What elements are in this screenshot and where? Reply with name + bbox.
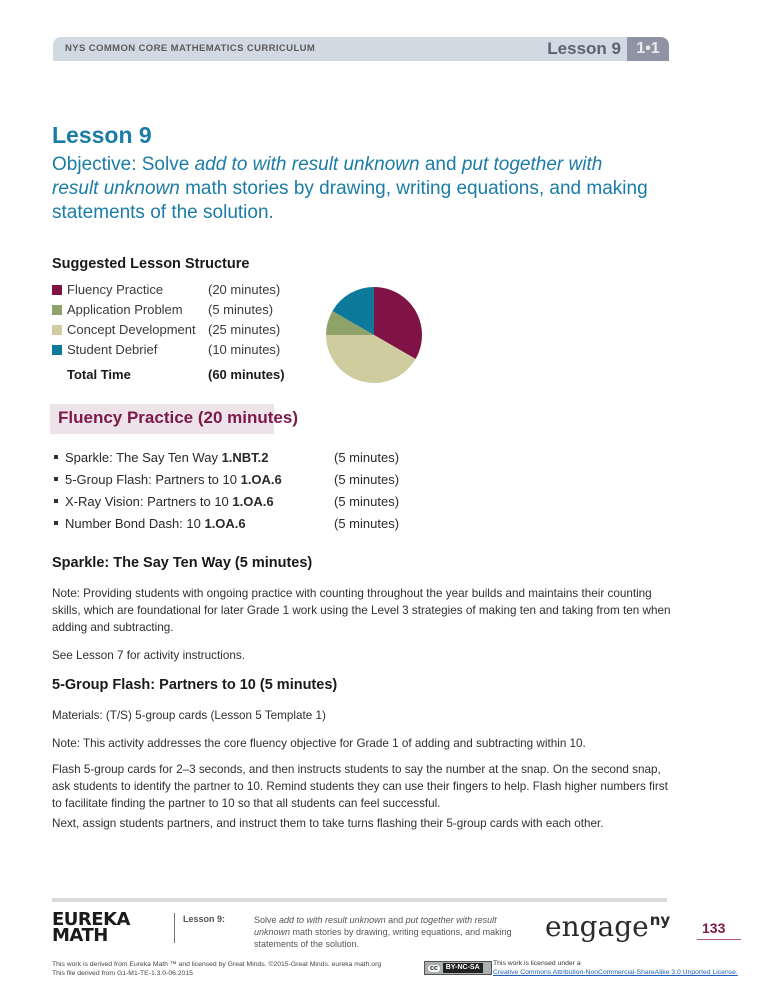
- fluency-item-minutes: (5 minutes): [334, 516, 400, 531]
- fluency-item-text: Number Bond Dash: 10: [65, 516, 205, 531]
- footer-lesson-label: Lesson 9:: [183, 914, 226, 924]
- derived-line1: This work is derived from Eureka Math ™ and licensed by Great Minds. ©2015-Great Minds. eureka math.org: [52, 961, 382, 968]
- structure-label: Concept Development: [67, 322, 196, 337]
- derived-line2: This file derived from G1-M1-TE-1.3.0-06.2015: [52, 969, 193, 977]
- footer-obj-em2: put together with result unknown: [254, 915, 497, 937]
- objective-suffix: math stories by drawing, writing equations, and making statements of the solution.: [52, 178, 648, 223]
- license-notice: [493, 959, 738, 977]
- cc-license-badge[interactable]: [424, 961, 492, 975]
- logo-line2: MATH: [52, 925, 108, 946]
- logo-line1: EUREKA: [52, 909, 130, 930]
- engageny-logo: [545, 910, 670, 943]
- footer-divider: [52, 898, 667, 902]
- engage-text: engage: [545, 910, 649, 943]
- flash-note: Note: This activity addresses the core fluency objective for Grade 1 of adding and subtracting within 10.: [52, 737, 586, 750]
- page-number-underline: [697, 939, 741, 940]
- structure-minutes: (20 minutes): [208, 282, 281, 297]
- structure-label: Application Problem: [67, 302, 183, 317]
- structure-minutes: (10 minutes): [208, 342, 281, 357]
- footer-obj-prefix: Solve: [254, 915, 280, 925]
- curriculum-label: NYS COMMON CORE MATHEMATICS CURRICULUM: [65, 43, 316, 54]
- page-number: 133: [702, 920, 726, 936]
- footer-obj-em1: add to with result unknown: [279, 915, 386, 925]
- flash-materials: Materials: (T/S) 5-group cards (Lesson 5 Template 1): [52, 709, 326, 722]
- total-minutes: (60 minutes): [208, 367, 285, 382]
- header-lesson-label: Lesson 9: [547, 39, 621, 58]
- structure-heading: Suggested Lesson Structure: [52, 256, 250, 272]
- bullet-icon: [54, 499, 58, 503]
- objective-prefix: Objective: Solve: [52, 154, 195, 175]
- footer-obj-suffix: math stories by drawing, writing equations, and making statements of the solution.: [254, 927, 512, 949]
- footer-objective: [254, 914, 524, 950]
- license-link[interactable]: Creative Commons Attribution-NonCommercial-ShareAlike 3.0 Unported License.: [493, 969, 738, 976]
- fluency-item-text: Sparkle: The Say Ten Way: [65, 450, 222, 465]
- total-label: Total Time: [67, 367, 131, 382]
- structure-row: [52, 340, 281, 360]
- structure-label: Fluency Practice: [67, 282, 164, 297]
- page-title: Lesson 9: [52, 122, 152, 148]
- structure-row: [52, 280, 281, 300]
- fluency-item-minutes: (5 minutes): [334, 450, 400, 465]
- fluency-item-text: 5-Group Flash: Partners to 10: [65, 472, 241, 487]
- cc-icon: cc: [430, 964, 438, 972]
- structure-row: [52, 320, 281, 340]
- derived-notice: [52, 961, 381, 978]
- footer-obj-mid: and: [385, 915, 406, 925]
- objective: [52, 153, 652, 225]
- sparkle-heading: Sparkle: The Say Ten Way (5 minutes): [52, 555, 313, 571]
- objective-em2: put together with result unknown: [52, 154, 603, 199]
- fluency-item: [52, 513, 452, 535]
- fluency-item: [52, 447, 452, 469]
- structure-minutes: (25 minutes): [208, 322, 281, 337]
- eureka-math-logo: [52, 909, 130, 946]
- fluency-item: [52, 469, 452, 491]
- objective-mid: and: [419, 154, 462, 175]
- fluency-item: [52, 491, 452, 513]
- structure-row: [52, 300, 274, 320]
- legend-swatch: [52, 325, 62, 335]
- structure-minutes: (5 minutes): [208, 302, 274, 317]
- flash-partners: Next, assign students partners, and instruct them to take turns flashing their 5-group cards with each other.: [52, 817, 604, 830]
- legend-swatch: [52, 285, 62, 295]
- fluency-item-text: X-Ray Vision: Partners to 10: [65, 494, 233, 509]
- sparkle-see: See Lesson 7 for activity instructions.: [52, 649, 245, 662]
- fluency-item-standard: 1.OA.6: [232, 494, 274, 509]
- engage-sup: ny: [649, 911, 671, 929]
- objective-em1: add to with result unknown: [194, 154, 420, 175]
- fluency-item-standard: 1.NBT.2: [221, 450, 269, 465]
- fluency-item-minutes: (5 minutes): [334, 472, 400, 487]
- bullet-icon: [54, 455, 58, 459]
- fluency-item-minutes: (5 minutes): [334, 494, 400, 509]
- flash-heading: 5-Group Flash: Partners to 10 (5 minutes): [52, 677, 338, 693]
- lesson-structure-pie-chart: [318, 279, 430, 391]
- fluency-item-standard: 1.OA.6: [240, 472, 282, 487]
- license-text: This work is licensed under a: [493, 960, 581, 967]
- bullet-icon: [54, 521, 58, 525]
- fluency-item-standard: 1.OA.6: [204, 516, 246, 531]
- sparkle-note: Note: Providing students with ongoing practice with counting throughout the year builds and maintains their counting skills, which are foundational for later Grade 1 work using the Level 3 strategies of making ten and taking from ten when adding and subtracting.: [52, 587, 671, 634]
- legend-swatch: [52, 305, 62, 315]
- module-tab: 1•1: [627, 37, 669, 61]
- structure-label: Student Debrief: [67, 342, 158, 357]
- fluency-heading: Fluency Practice (20 minutes): [58, 408, 298, 427]
- flash-instructions: Flash 5-group cards for 2–3 seconds, and then instructs students to say the number at the snap. On the second snap, ask students to identify the partner to 10. Remind students they can use their fingers to help. Flash higher numbers first to facilitate finding the partner to 10 so that all students can feel successful.: [52, 763, 668, 810]
- bullet-icon: [54, 477, 58, 481]
- legend-swatch: [52, 345, 62, 355]
- footer-separator: [174, 913, 175, 943]
- cc-label: BY-NC-SA: [443, 963, 483, 973]
